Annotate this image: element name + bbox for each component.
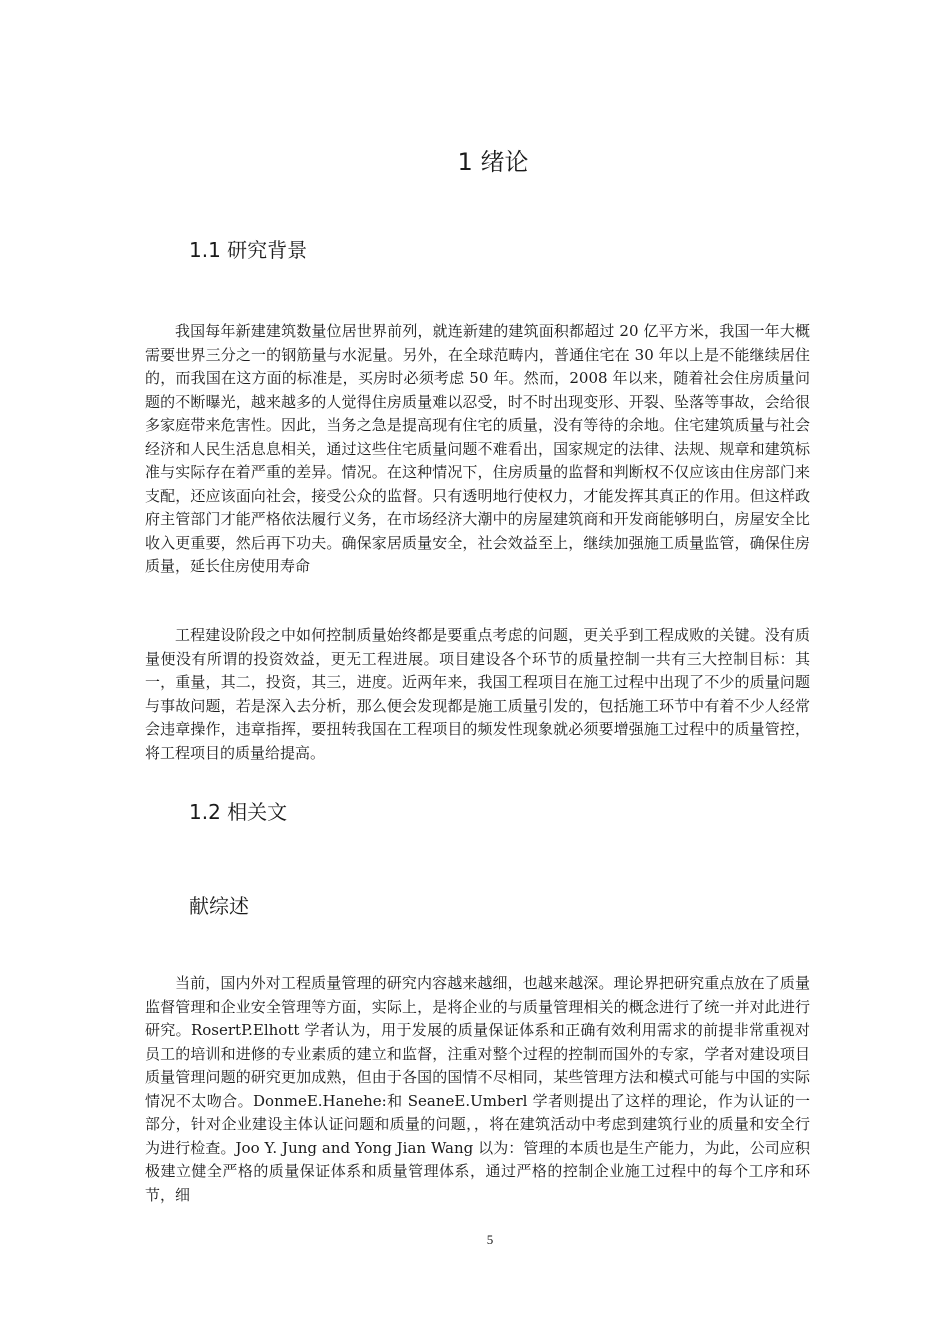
section-heading-literature-line1: 1.2 相关文 — [189, 800, 288, 824]
paragraph-background-2: 工程建设阶段之中如何控制质量始终都是要重点考虑的问题，更关乎到工程成败的关键。没有质量便没有所谓的投资效益，更无工程进展。项目建设各个环节的质量控制一共有三大控制目标：其一，重量，其二，投资，其三，进度。近两年来，我国工程项目在施工过程中出现了不少的质量问题与事故问题，若是深入去分析，那么便会发现都是施工质量引发的，包括施工环节中有着不少人经常会违章操作，违章指挥，要扭转我国在工程项目的频发性现象就必须要增强施工过程中的质量管控，将工程项目的质量给提高。 — [145, 626, 810, 762]
paragraph-literature-1: 当前，国内外对工程质量管理的研究内容越来越细，也越来越深。理论界把研究重点放在了质量监督管理和企业安全管理等方面，实际上，是将企业的与质量管理相关的概念进行了统一并对此进行研究。RosertP.Elhott 学者认为，用于发展的质量保证体系和正确有效利用需求的前提非常重视对员工的培训和进修的专业素质的建立和监督，注重对整个过程的控制而国外的专家，学者对建设项目质量管理问题的研究更加成熟，但由于各国的国情不尽相同，某些管理方法和模式可能与中国的实际情况不太吻合。DonmeE.Hanehe:和 SeaneE.Umberl 学者则提出了这样的理论，作为认证的一部分，针对企业建设主体认证问题和质量的问题，，将在建筑活动中考虑到建筑行业的质量和安全行为进行检查。Joo Y. Jung and Yong Jian Wang 以为：管理的本质也是生产能力，为此，公司应积极建立健全严格的质量保证体系和质量管理体系，通过严格的控制企业施工过程中的每个工序和环节，细 — [145, 974, 810, 1204]
section-heading-literature-line2: 献综述 — [189, 894, 249, 918]
section-heading-background: 1.1 研究背景 — [189, 238, 308, 262]
page-number: 5 — [486, 1232, 494, 1247]
chapter-title: 1 绪论 — [457, 148, 529, 176]
paragraph-background-1: 我国每年新建建筑数量位居世界前列，就连新建的建筑面积都超过 20 亿平方米，我国一年大概需要世界三分之一的钢筋量与水泥量。另外，在全球范畴内，普通住宅在 30 年以上是不能继续居住的，而我国在这方面的标准是，买房时必须考虑 50 年。然而，2008 年以来，随着社会住房质量问题的不断曝光，越来越多的人觉得住房质量难以忍受，时不时出现变形、开裂、坠落等事故，会给很多家庭带来危害性。因此，当务之急是提高现有住宅的质量，没有等待的余地。住宅建筑质量与社会经济和人民生活息息相关，通过这些住宅质量问题不难看出，国家规定的法律、法规、规章和建筑标准与实际存在着严重的差异。情况。在这种情况下，住房质量的监督和判断权不仅应该由住房部门来支配，还应该面向社会，接受公众的监督。只有透明地行使权力，才能发挥其真正的作用。但这样政府主管部门才能严格依法履行义务，在市场经济大潮中的房屋建筑商和开发商能够明白，房屋安全比收入更重要，然后再下功夫。确保家居质量安全，社会效益至上，继续加强施工质量监管，确保住房质量，延长住房使用寿命 — [145, 322, 810, 575]
